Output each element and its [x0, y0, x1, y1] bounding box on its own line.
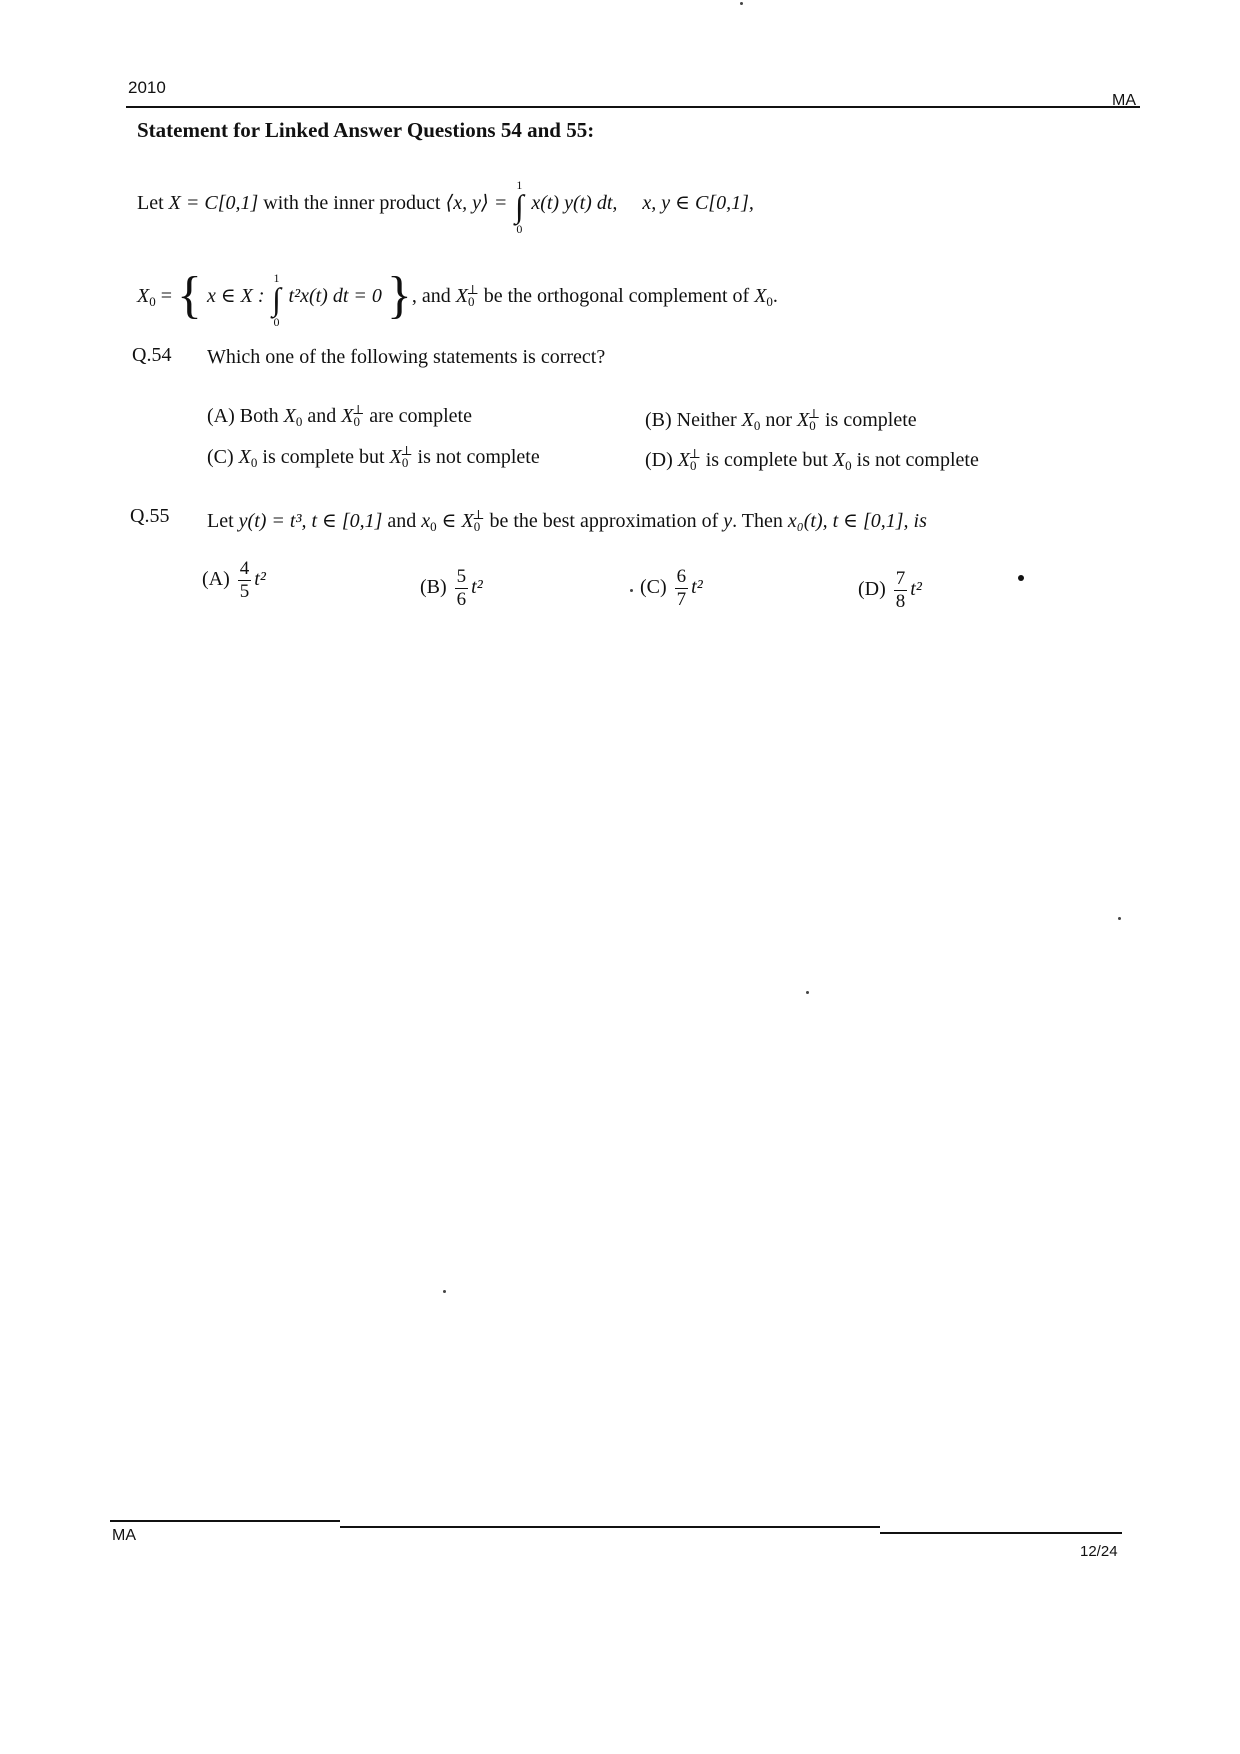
- fraction: $\frac{7}{8}$: [895, 568, 906, 612]
- integral-sign: ∫ 1 0: [514, 178, 524, 236]
- q54-option-c[interactable]: (C) $X_0$ is complete but $X_0^\perp$ is not complete: [207, 443, 540, 470]
- line1-space: X = C[0,1]: [168, 192, 259, 214]
- statement-title: Statement for Linked Answer Questions 54 and 55:: [137, 118, 595, 142]
- line1-inner-product: ⟨x, y⟩ =: [445, 192, 508, 214]
- integral-sign-2: ∫ 1 0: [272, 271, 281, 329]
- q54-option-d[interactable]: (D) $X_0^\perp$ is complete but $X_0$ is not complete: [645, 446, 979, 473]
- x0-symbol: X: [137, 285, 150, 307]
- fraction: $\frac{5}{6}$: [456, 566, 467, 610]
- fraction: $\frac{4}{5}$: [239, 558, 250, 602]
- scan-speck: [443, 1290, 446, 1293]
- scan-speck: [1118, 917, 1121, 920]
- left-brace: {: [177, 267, 202, 324]
- footer-rule-left: [110, 1520, 340, 1522]
- footer-page-number: 12/24: [1080, 1543, 1118, 1560]
- statement-line-1: [137, 178, 754, 236]
- scan-dot: [1018, 575, 1024, 581]
- q54-text: Which one of the following statements is correct?: [207, 346, 606, 368]
- right-brace: }: [386, 267, 412, 324]
- line2-tail: be the orthogonal complement of: [483, 285, 750, 307]
- header-rule: [126, 106, 1140, 108]
- line1-mid: with the inner product: [263, 192, 441, 214]
- fraction: $\frac{6}{7}$: [676, 566, 687, 610]
- q54-option-a[interactable]: (A) Both $X_0$ and $X_0^\perp$ are complete: [207, 402, 472, 429]
- line2-suffix: , and: [411, 285, 451, 307]
- line1-suffix: x, y ∈ C[0,1],: [642, 192, 754, 214]
- footer-rule-right: [880, 1532, 1122, 1534]
- q55-number: Q.55: [130, 505, 170, 527]
- statement-line-2: $X_0$ = { x ∈ X : ∫ 1 0 t²x(t) dt = 0 }, and $X_0^\perp$ be the orthogonal complement of $X_0$.: [137, 267, 778, 329]
- line2-set: x ∈ X :: [206, 285, 265, 307]
- scan-speck: [630, 589, 633, 592]
- q55-option-c[interactable]: (C) $\frac{6}{7}$ t²: [640, 566, 703, 610]
- line1-integrand: x(t) y(t) dt,: [531, 192, 618, 214]
- q55-option-b[interactable]: (B) $\frac{5}{6}$ t²: [420, 566, 483, 610]
- line1-prefix: Let: [137, 192, 164, 214]
- line2-integrand: t²x(t) dt = 0: [288, 285, 382, 307]
- q55-text: Let y(t) = t³, t ∈ [0,1] and $x_0$ ∈ $X_0^\perp$ be the best approximation of y. Then x₀(t), t ∈ [0,1], is: [207, 507, 927, 534]
- q54-number: Q.54: [132, 344, 172, 366]
- scan-speck: [740, 2, 743, 5]
- q54-option-b[interactable]: (B) Neither $X_0$ nor $X_0^\perp$ is complete: [645, 406, 917, 433]
- header-paper-code: MA: [1112, 92, 1136, 109]
- header-year: 2010: [128, 78, 166, 97]
- q55-option-a[interactable]: (A) $\frac{4}{5}$ t²: [202, 558, 266, 602]
- footer-rule-main: [340, 1526, 880, 1528]
- q55-option-d[interactable]: (D) $\frac{7}{8}$ t²: [858, 568, 922, 612]
- footer-paper-code: MA: [112, 1527, 136, 1544]
- scan-speck: [806, 991, 809, 994]
